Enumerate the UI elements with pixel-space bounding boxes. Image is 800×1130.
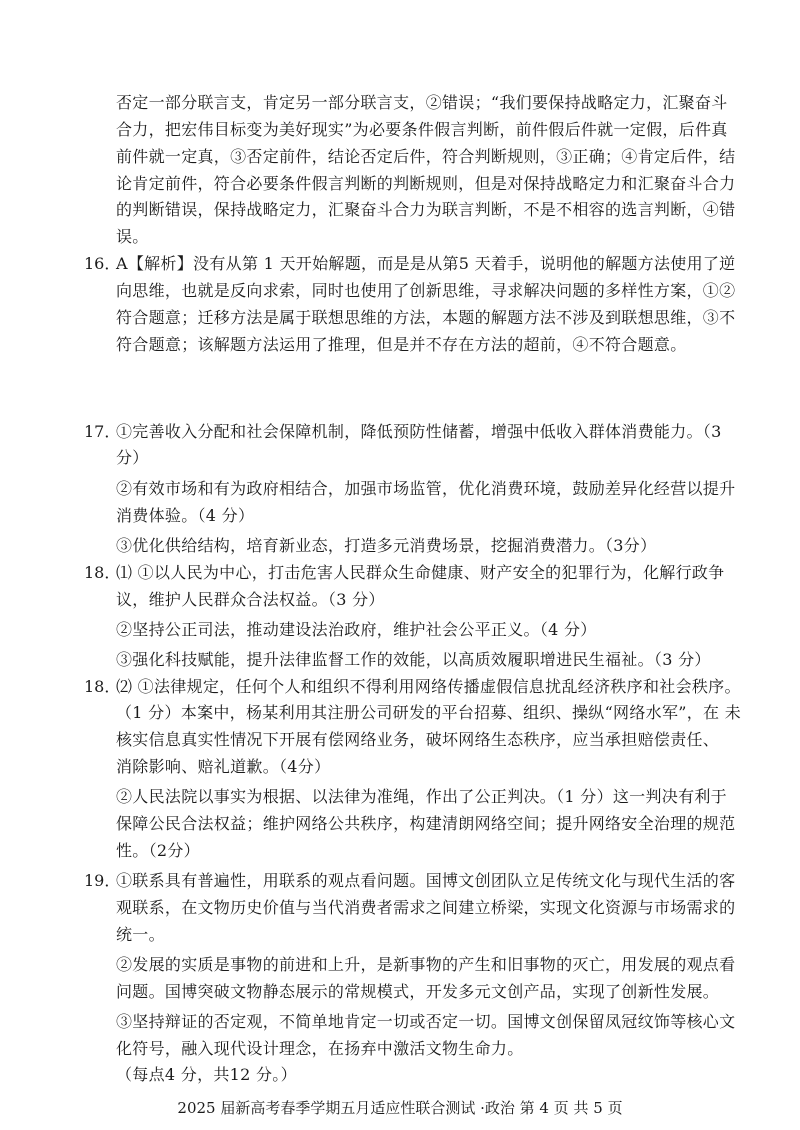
text-line: 符合题意；该解题方法运用了推理，但是并不存在方法的超前，④不符合题意。 [116, 335, 687, 354]
text-line: A【解析】没有从第 1 天开始解题，而是是从第5 天着手，说明他的解题方法使用了逆 [116, 254, 736, 273]
text-line: 误。 [116, 227, 149, 246]
text-line: （1 分）本案中，杨某利用其注册公司研发的平台招募、组织、操纵“网络水军”，在 未 [116, 703, 742, 722]
text-line: 保障公民合法权益；维护网络公共秩序，构建清朗网络空间；提升网络安全治理的规范 [116, 814, 736, 833]
question-number: 18． [84, 677, 121, 696]
text-line: 否定一部分联言支，肯定另一部分联言支，②错误；“我们要保持战略定力，汇聚奋斗 [116, 93, 728, 112]
text-line: 向思维，也就是反向求索，同时也使用了创新思维，寻求解决问题的多样性方案，①② [116, 281, 736, 300]
text-line: 议，维护人民群众合法权益。（3 分） [116, 590, 385, 609]
text-line: 的判断错误，保持战略定力，汇聚奋斗合力为联言判断，不是不相容的选言判断，④错 [116, 200, 736, 219]
text-line: ⑴ ①以人民为中心，打击危害人民群众生命健康、财产安全的犯罪行为，化解行政争 [116, 563, 725, 582]
question-number: 18． [84, 563, 121, 582]
text-line: ③优化供给结构，培育新业态，打造多元消费场景，挖掘消费潜力。（3分） [116, 536, 657, 555]
text-line: ③坚持辩证的否定观，不简单地肯定一切或否定一切。国博文创保留凤冠纹饰等核心文 [116, 1012, 736, 1031]
text-line: 消费体验。（4 分） [116, 506, 255, 525]
text-line: ⑵ ①法律规定，任何个人和组织不得利用网络传播虚假信息扰乱经济秩序和社会秩序。 [116, 677, 741, 696]
text-line: ②有效市场和有为政府相结合，加强市场监管，优化消费环境，鼓励差异化经营以提升 [116, 479, 736, 498]
question-number: 17． [84, 422, 121, 441]
text-line: 统一。 [116, 925, 165, 944]
text-line: 符合题意；迁移方法是属于联想思维的方法，本题的解题方法不涉及到联想思维，③不 [116, 308, 736, 327]
text-line: 分） [116, 448, 149, 467]
text-line: 合力，把宏伟目标变为美好现实”为必要条件假言判断，前件假后件就一定假，后件真 [116, 120, 728, 139]
question-number: 16． [84, 254, 121, 273]
page-footer: 2025 届新高考春季学期五月适应性联合测试 ·政治 第 4 页 共 5 页 [177, 1099, 623, 1117]
text-line: 化符号，融入现代设计理念，在扬弃中激活文物生命力。 [116, 1039, 524, 1058]
text-line: ②坚持公正司法，推动建设法治政府，维护社会公平正义。（4 分） [116, 620, 597, 639]
text-line: 性。（2分） [116, 841, 200, 860]
text-line: ①联系具有普遍性，用联系的观点看问题。国博文创团队立足传统文化与现代生活的客 [116, 871, 736, 890]
text-line: ②发展的实质是事物的前进和上升，是新事物的产生和旧事物的灭亡，用发展的观点看 [116, 955, 736, 974]
text-line: 观联系，在文物历史价值与当代消费者需求之间建立桥梁，实现文化资源与市场需求的 [116, 898, 736, 917]
text-line: 前件就一定真，③否定前件，结论否定后件，符合判断规则，③正确；④肯定后件，结 [116, 147, 736, 166]
text-line: 消除影响、赔礼道歉。（4分） [116, 757, 331, 776]
text-line: ②人民法院以事实为根据、以法律为准绳，作出了公正判决。（1 分）这一判决有利于 [116, 787, 727, 806]
text-line: ③强化科技赋能，提升法律监督工作的效能，以高质效履职增进民生福祉。（3 分） [116, 650, 711, 669]
question-number: 19． [84, 871, 121, 890]
score-note: （每点4 分，共12 分。） [116, 1065, 297, 1084]
text-line: 论肯定前件，符合必要条件假言判断的判断规则，但是对保持战略定力和汇聚奋斗合力 [116, 174, 736, 193]
text-line: 问题。国博突破文物静态展示的常规模式，开发多元文创产品，实现了创新性发展。 [116, 982, 720, 1001]
text-line: ①完善收入分配和社会保障机制，降低预防性储蓄，增强中低收入群体消费能力。（3 [116, 422, 722, 441]
text-line: 核实信息真实性情况下开展有偿网络业务，破坏网络生态秩序，应当承担赔偿责任、 [116, 730, 720, 749]
